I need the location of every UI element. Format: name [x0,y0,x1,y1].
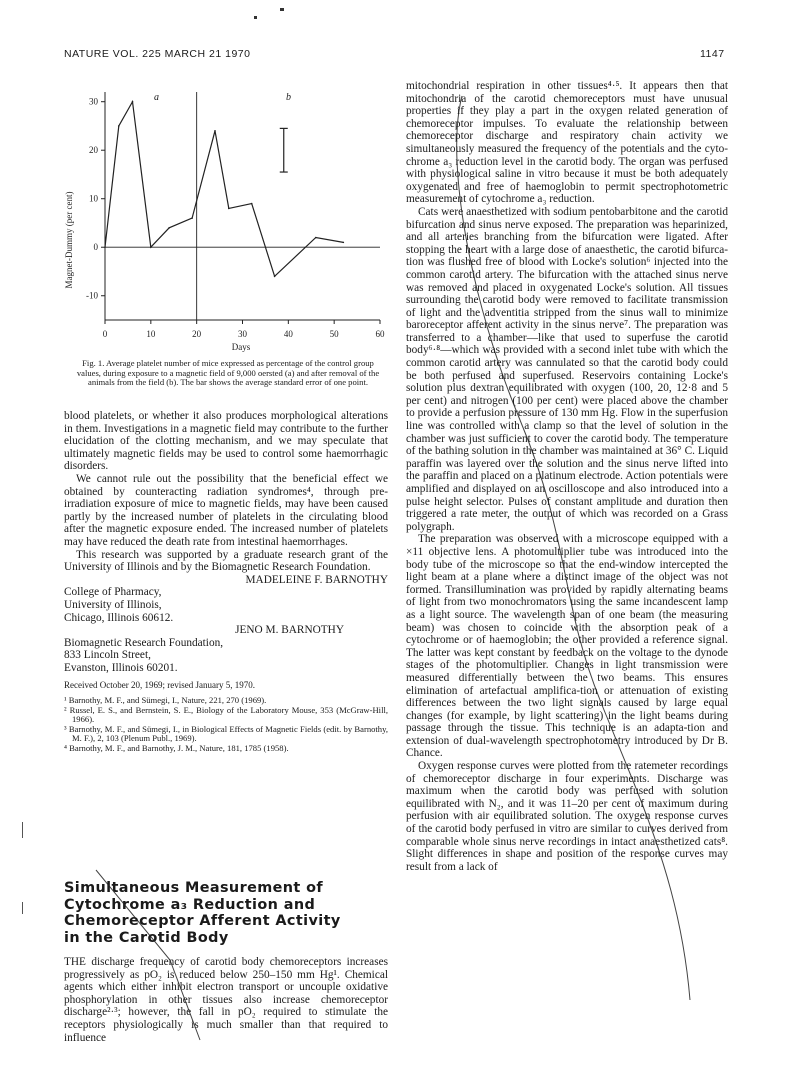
y-axis-label: Magnet-Dummy (per cent) [64,191,74,289]
y-tick-label: 30 [89,96,98,107]
x-tick-label: 20 [192,329,202,339]
right-para-3: The preparation was observed with a microscope equipped with a ×11 objective lens. A photomultiplier tube was introduced into the body tube of the microscope so that the end-window intercepted the light beam at a plane where a distinct image of the object was not formed. Transillumination was provided by rapidly alternating beams of light from two monochromators using the same incandescent lamp as a light source. The wavelength span of one beam (the measuring beam) was chosen to coincide with the absorption peak of a cytochrome or of haemoglobin; the other provided a reference signal. The latter was kept constant by feedback on the voltage to the dynode stages of the photomultiplier. Changes in light transmission were measured differentially between the two beams. This ensures elimination of artefactual amplifica-tion or attenuation of existing differences between the two light signals caused by large equal changes (for example, by light scattering) in the light beams during passage through the tissue. This technique is an adapta-tion and extension of dual-wavelength spectrophotometry introduced by Dr B. Chance. [406,533,728,760]
x-tick-label: 0 [102,329,108,339]
affil-1-line-2: University of Illinois, [64,598,162,611]
heading-line-1: Simultaneous Measurement of [64,880,324,896]
author-2: JENO M. BARNOTHY [235,624,344,637]
affil-2-line-3: Evanston, Illinois 60201. [64,661,178,674]
affil-2-line-2: 833 Lincoln Street, [64,649,151,662]
x-tick-label: 30 [238,329,247,339]
reference-3: ³ Barnothy, M. F., and Sümegi, I., in Biological Effects of Magnetic Fields (edit. by Barnothy, M. F.), 2, 103 (Plenum Publ., 1969). [64,723,388,744]
right-para-2: Cats were anaesthetized with sodium pentobarbitone and the carotid bifurcation and sinus nerve exposed. The preparation was heparinized, and all arteries branching from the bifurcation were ligated. After stopping the heart with a large dose of anaesthetic, the carotid bifurca-tion was flushed free of blood with Locke's solution⁶ injected into the common carotid artery. The bifurcation with the attached sinus nerve was removed and placed in oxygenated Locke's solution. All tissues surrounding the carotid body were removed to facilitate transmission of light and the adventitia stripped from the sinus wall to minimize baroreceptor afferent activity in the sinus nerve⁷. The preparation was transferred to a chamber—like that used to superfuse the carotid body⁶·⁸—which was provided with a second inlet tube with which the common carotid artery was cannulated so that the carotid body could be both perfused and superfused. Reservoirs containing Locke's solution plus dextran equilibrated with oxygen (100, 20, 12·8 and 5 per cent) and nitrogen (100 per cent) were placed above the chamber to provide a perfusion pressure of 130 mm Hg. Flow in the superfusion line was controlled with a clamp so that the level of solution in the chamber was just sufficient to cover the carotid body. The temperature of the bathing solution in the chamber was maintained at 36° C. Liquid paraffin was layered over the solution and the sinus nerve lifted into the paraffin and placed on a platinum electrode. Action potentials were amplified and displayed on an oscilloscope and also introduced into a pulse height selector. Pulses of constant amplitude and duration then triggered a rate meter, the output of which was recorded on a Grass polygraph. [406,205,728,533]
intro-paragraph: THE discharge frequency of carotid body chemoreceptors increases progressively as pO₂ is reduced below 250–150 mm Hg¹. Chemical agents which either inhibit electron transport or uncouple oxidative phosphorylation in other tissues also increase chemoreceptor discharge²·³; however, the fall in pO₂ required to stimulate the receptors physiologically is much smaller than that required to influence [64,956,388,1044]
pencil-line-right [457,96,690,1000]
x-tick-label: 60 [375,329,385,339]
received-dates: Received October 20, 1969; revised January 5, 1970. [64,680,255,691]
pencil-line-left [96,870,200,1040]
author-1: MADELEINE F. BARNOTHY [245,573,388,586]
x-tick-label: 50 [329,329,339,339]
y-tick-label: -10 [86,290,98,301]
affil-1-line-3: Chicago, Illinois 60612. [64,611,174,624]
heading-line-4: in the Carotid Body [64,929,229,946]
affil-1-line-1: College of Pharmacy, [64,586,162,599]
right-para-1: mitochondrial respiration in other tissues⁴·⁵. It appears then that mitochondria of the carotid chemoreceptors must have unusual properties if they play a part in the oxygen related generation of chemoreceptor impulses. To evaluate the relationship between chemoreceptor discharge and respiratory chain activity we simultaneously measured the frequency of the potentials and the cyto-chrome a₃ reduction level in the carotid body. The organ was perfused with physiological saline in vitro because it must be both adequately oxygenated and free of haemoglobin to permit spectrophotometric measurement of cytochrome a₃ reduction. [406,80,728,206]
y-tick-label: 20 [89,145,98,156]
heading-line-2: Cytochrome a₃ Reduction and [64,896,316,913]
page-number: 1147 [700,48,725,60]
panel-b-label: b [286,92,291,103]
heading-line-3: Chemoreceptor Afferent Activity [64,913,341,929]
left-para-3: This research was supported by a graduate research grant of the University of Illinois and by the Biomagnetic Research Foundation. [64,548,388,574]
reference-1: ¹ Barnothy, M. F., and Sümegi, I., Nature, 221, 270 (1969). [64,695,267,706]
x-axis-label: Days [231,342,251,352]
figure-caption: Fig. 1. Average platelet number of mice expressed as percentage of the control group values, during exposure to a magnetic field of 9,000 oersted (a) and after removal of the animals from the field (b). The bar shows the average standard error of one point. [76,358,380,387]
affil-2-line-1: Biomagnetic Research Foundation, [64,636,224,649]
reference-4: ⁴ Barnothy, M. F., and Barnothy, J. M., Nature, 181, 1785 (1958). [64,743,289,754]
left-para-1: blood platelets, or whether it also produces morphological alterations in them. Investigations in a magnetic field may contribute to the further elucidation of the clotting mechanism, and we may speculate that ultimately magnetic fields may be used to control some haemorrhagic disorders. [64,410,388,473]
left-para-2: We cannot rule out the possibility that the beneficial effect we obtained by counteracting radiation syndromes⁴, through pre-irradiation exposure of mice to magnetic fields, may have been caused partly by the increased number of platelets in the circulating blood after the magnetic exposure ended. The increased number of platelets may have reduced the death rate from intestinal haemorrhages. [64,472,388,548]
x-tick-label: 40 [283,329,293,339]
panel-a-label: a [154,92,159,103]
running-header: NATURE VOL. 225 MARCH 21 1970 [64,48,251,60]
right-para-4: Oxygen response curves were plotted from the ratemeter recordings of chemoreceptor discharge in four experiments. Discharge was maximum when the carotid body was perfused with solution equilibrated with N₂, and it was 11–20 per cent of maximum during perfusion with air equilibrated solution. The oxygen response curves of the carotid body perfused in vitro are similar to curves derived from comparable whole sinus nerve recordings in intact anaesthetized cats⁸. Slight differences in shape and position of the response curves may result from a lack of [406,760,728,873]
reference-2: ² Russel, E. S., and Bernstein, S. E., Biology of the Laboratory Mouse, 353 (McGraw-Hill, 1966). [64,704,388,725]
y-tick-label: 10 [89,193,98,204]
y-tick-label: 0 [93,242,98,253]
x-tick-label: 10 [146,329,156,339]
